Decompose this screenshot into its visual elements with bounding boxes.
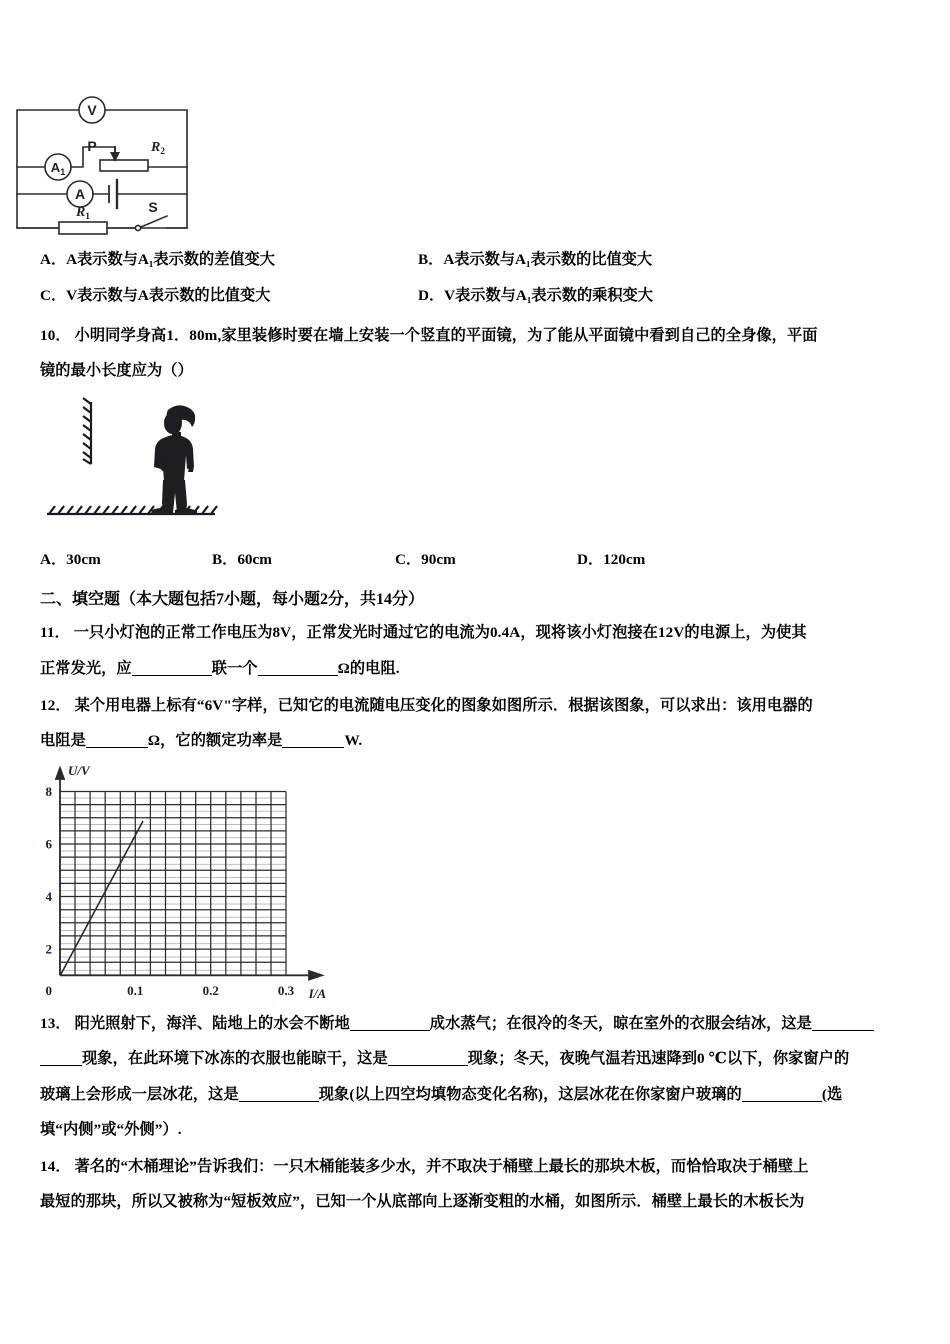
- q10-option-c: [395, 548, 456, 569]
- q12-text-2b: Ω，它的额定功率是: [147, 732, 283, 750]
- q9-option-b-text: A表示数与A₁表示数的比值变大: [443, 251, 653, 268]
- q10-line-1: [40, 328, 920, 343]
- q13-number: 13．: [40, 1015, 71, 1033]
- graph-xlabel: I/A: [308, 986, 326, 1001]
- q12-line-1: [40, 698, 920, 713]
- q10-option-c-key: C．: [395, 551, 422, 569]
- q10-option-b: [212, 548, 272, 569]
- q13-blank-2-cont[interactable]: [40, 1065, 82, 1066]
- svg-text:0.3: 0.3: [277, 983, 295, 998]
- q12-number: 12．: [40, 696, 71, 714]
- q11-line-2: [40, 661, 920, 676]
- svg-text:2: 2: [45, 941, 52, 957]
- q9-option-b: [418, 248, 652, 269]
- q10-number: 10．: [40, 327, 71, 344]
- svg-text:8: 8: [45, 784, 52, 799]
- q10-option-b-key: B．: [212, 551, 238, 569]
- q12-blank-2[interactable]: [282, 747, 344, 748]
- switch-label: S: [148, 199, 158, 215]
- slider-label: P: [87, 138, 97, 154]
- q14-number: 14．: [40, 1158, 71, 1176]
- q10-option-a-key: A．: [40, 551, 67, 569]
- svg-text:0: 0: [45, 983, 52, 998]
- q9-option-c-text: V表示数与A表示数的比值变大: [66, 287, 271, 304]
- q13-text-3a: 玻璃上会形成一层冰花，这是: [40, 1085, 239, 1103]
- q9-option-c-key: C．: [40, 287, 67, 304]
- svg-text:0.1: 0.1: [127, 983, 144, 998]
- q13-text-1b: 成水蒸气；在很冷的冬天，晾在室外的衣服会结冰，这是: [429, 1015, 812, 1033]
- q9-option-a-text: A表示数与A₁表示数的差值变大: [66, 251, 275, 268]
- q11-number: 11．: [40, 624, 70, 642]
- q11-blank-2[interactable]: [258, 675, 338, 676]
- q12-text-1: 某个用电器上标有“6V"字样，已知它的电流随电压变化的图象如图所示．根据该图象，可以求出：该用电器的: [74, 696, 813, 714]
- q14-text-2: 最短的那块，所以又被称为“短板效应”，已知一个从底部向上逐渐变粗的水桶，如图所示．桶壁上最长的木板长为: [40, 1193, 805, 1211]
- q13-blank-2[interactable]: [812, 1030, 874, 1031]
- q12-text-2c: W.: [344, 732, 363, 750]
- voltmeter-label: V: [87, 102, 97, 118]
- ammeter-branch-label: $A_1$: [50, 160, 66, 177]
- q13-line-1: [40, 1016, 920, 1031]
- rheostat-label: $R_2$: [150, 140, 166, 157]
- q10-line-2: [40, 363, 920, 378]
- q9-options-row-2: [40, 284, 920, 320]
- q13-blank-3[interactable]: [388, 1065, 468, 1066]
- q11-text-2a: 正常发光，应: [40, 659, 132, 677]
- svg-text:6: 6: [45, 836, 52, 852]
- q14-text-1: 著名的“木桶理论”告诉我们：一只木桶能装多少水，并不取决于桶壁上最长的那块木板，而恰恰取决于桶壁上: [74, 1158, 809, 1176]
- q10-text-2: 镜的最小长度应为（）: [40, 362, 193, 380]
- q11-text-2b: 联一个: [211, 659, 258, 677]
- q11-blank-1[interactable]: [132, 675, 212, 676]
- page-text-content: [40, 0, 920, 1209]
- q13-text-3c: (选: [821, 1085, 843, 1103]
- section-2-heading: 二、填空题（本大题包括7小题，每小题2分，共14分）: [40, 591, 425, 609]
- resistor-label: $R_1$: [75, 205, 91, 222]
- q9-option-a: [40, 248, 275, 269]
- q14-line-2: [40, 1194, 920, 1209]
- q11-text-2c: Ω的电阻.: [337, 659, 400, 677]
- q13-line-3: [40, 1087, 920, 1102]
- q13-blank-4[interactable]: [239, 1101, 319, 1102]
- q12-blank-1[interactable]: [86, 747, 148, 748]
- q9-option-d-key: D．: [418, 287, 445, 304]
- q10-option-d-key: D．: [577, 551, 604, 569]
- q11-line-1: [40, 625, 920, 640]
- q13-blank-1[interactable]: [350, 1030, 430, 1031]
- q13-text-4: 填“内侧”或“外侧”）.: [40, 1120, 182, 1138]
- q9-option-a-key: A．: [40, 251, 67, 268]
- ammeter-main-label: A: [74, 186, 86, 202]
- q12-line-2: [40, 733, 920, 748]
- q9-option-b-key: B．: [418, 251, 444, 268]
- q11-text-1: 一只小灯泡的正常工作电压为8V，正常发光时通过它的电流为0.4A，现将该小灯泡接在12V的电源上，为使其: [73, 624, 807, 642]
- q9-option-d: [418, 284, 653, 305]
- q10-options-row: [40, 548, 920, 584]
- q10-option-c-text: 90cm: [421, 551, 456, 569]
- q9-option-c: [40, 284, 270, 305]
- q13-line-2: [40, 1051, 920, 1066]
- q13-text-2a: 现象，在此环境下冰冻的衣服也能晾干，这是: [82, 1050, 388, 1068]
- q13-text-1a: 阳光照射下，海洋、陆地上的水会不断地: [74, 1015, 350, 1033]
- q9-options-row-1: [40, 248, 920, 284]
- q10-option-d: [577, 548, 645, 569]
- svg-text:0.2: 0.2: [202, 983, 219, 998]
- q10-option-d-text: 120cm: [603, 551, 646, 569]
- q10-option-a: [40, 548, 101, 569]
- q12-text-2a: 电阻是: [40, 732, 86, 750]
- graph-ylabel: U/V: [68, 763, 90, 778]
- q10-option-a-text: 30cm: [66, 551, 101, 569]
- q9-option-d-text: V表示数与A₁表示数的乘积变大: [444, 287, 653, 304]
- q10-option-b-text: 60cm: [237, 551, 272, 569]
- q13-line-4: [40, 1122, 920, 1137]
- q13-text-2b: 现象；冬天，夜晚气温若迅速降到0 ℃以下，你家窗户的: [467, 1050, 850, 1068]
- q10-text-1: 小明同学身高1．80m,家里装修时要在墙上安装一个竖直的平面镜，为了能从平面镜中看到自己的全身像，平面: [74, 327, 818, 344]
- svg-text:4: 4: [45, 889, 52, 904]
- q13-blank-5[interactable]: [742, 1101, 822, 1102]
- q13-text-3b: 现象(以上四空均填物态变化名称)，这层冰花在你家窗户玻璃的: [318, 1085, 742, 1103]
- q14-line-1: [40, 1159, 920, 1174]
